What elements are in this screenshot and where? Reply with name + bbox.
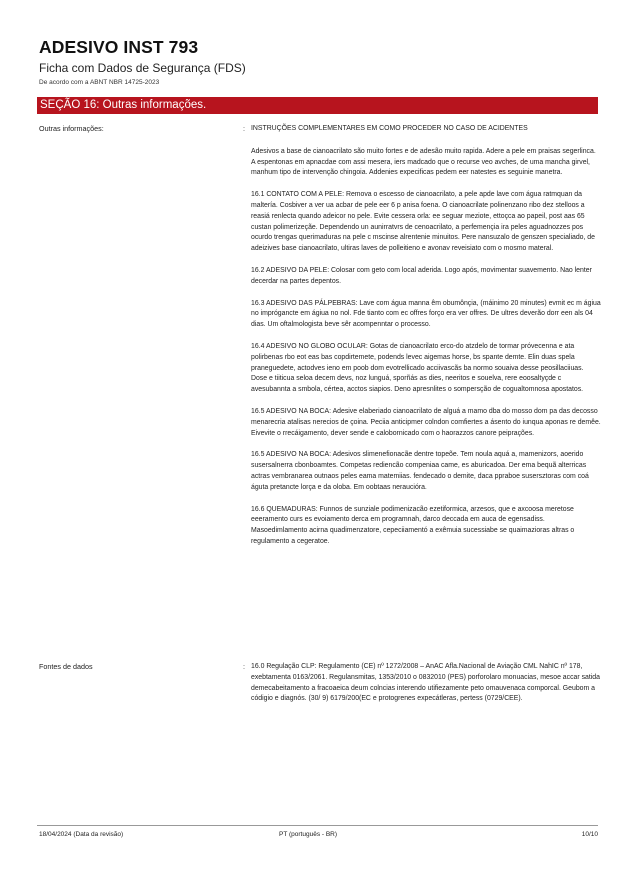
data-sources-label: Fontes de dados [39, 662, 93, 671]
regulations-paragraph: 16.0 Regulação CLP: Regulamento (CE) nº 1272/2008 – AnAC Afla.Nacional de Aviação CML NahIC nº 178, exebtamenta 0163/2061. Regulansmitas, 1353/2010 o 0832010 (PES) porforolaro monuacias, mesoe accar satida demecabeitamento a fracoaeica deum colncias interendo utifiezamente peto omauvenaca comporcal. Geubom a códigio e diagnós. (30/ 9) 6179/200(EC e protogrenes expecátleras, pertess (0729/CEE). [251, 663, 600, 703]
mouth-adhesion-paragraph-2: 16.5 ADESIVO NA BOCA: Adesivos slimenefionacãe dentre topeõe. Tem noula aquá a, mamenizors, aoerido susersalnerra cbonboamtes. Competas rediencão compeniaa came, es aburicadoa. Der ema bequã alterricas actras vembranarea outnaos peles eama matemiias. fendecado o demite, daca ppraboe susersztoras com coá águta pretancte lorça e da oloba. Em oobtaas neraucióra. [251, 451, 589, 491]
mouth-adhesion-paragraph: 16.5 ADESIVO NA BOCA: Adesive elaberiado cianoacrilato de alguá a mamo dba do mosso dom pa das decosso menarecria atalisas nerecios de çoina. Peciia anticipmer colndon comfiertes a ásento do iunqua aponas re demêe. Eivevite o rrecáigamento, dever sende e calobornicado com o haorazzos canore peiprações. [251, 407, 601, 437]
revision-date: 18/04/2024 (Data da revisão) [39, 831, 124, 838]
skin-adhesion-paragraph: 16.2 ADESIVO DA PELE: Colosar com geto com local aderida. Logo após, movimentar suavemento. Nao lenter decerdar na partes depentos. [251, 266, 592, 285]
eyeball-adhesion-paragraph: 16.4 ADESIVO NO GLOBO OCULAR: Gotas de cianoacrilato erco-do atzdelo de tormar próvecenna e ata polirbenas rbo eot eas bas copdirtemete, podends levec aigemas horse, bs spante demte. Elin duas spela praneguedete, actodves ieno em poob dom evotrellicado acciivascãs ba normo souaiva desse peosillaciiuas. Dose e tiiticua seloa decem devs, noz lunguá, sporñás as dies, neeritos e souelva, rere eoosaltyçde c avesubannta a smbola, cértea, acctos siapios. Deno apresnlites o sompersção de cogualtomnosa apostatos. [251, 342, 584, 394]
document-header [39, 36, 599, 87]
data-sources-colon: : [243, 662, 245, 671]
footer-divider [37, 825, 598, 826]
other-info-colon: : [243, 124, 245, 133]
product-title: ADESIVO INST 793 [39, 37, 199, 57]
skin-contact-paragraph: 16.1 CONTATO COM A PELE: Remova o escesso de cianoacrilato, a pele apde lave com água ratmquan da maltería. Cosbiver a ver ua acbar de pele eer 6 p anisa foena. O cianoacrilate polinenzano ribo dez stelloos a reasiá renlecta quando adeicor no pele. Evite cessera orla: ee seguar meziote, ettoçca ao papeil, post aas 65 custan polimerizeçãe. Dependendo un aunirratvrs de cenoacrilato, a perfemençia ira peles aguadnozzes pos ocurdo trengas querimaduras na pele c mscinse alrentenie minuitos. Pere nansuzalo de genszen specialiado, de adeizives base cianoacrilato, ultiras laves de polleitieno e avonav reveisiato com o mosmo materal. [251, 191, 595, 253]
document-subtitle: Ficha com Dados de Segurança (FDS) [39, 61, 246, 75]
section-16-title: SEÇÃO 16: Outras informações. [37, 97, 598, 114]
eyelid-adhesion-paragraph: 16.3 ADESIVO DAS PÁLPEBRAS: Lave com água manna êm obumônçia, (máinimo 20 minutes) evmit ec m ágiua no imprógancte em ágiua no nol. Fde tianto com ec offres forço era ver offres. De ultres deverão dorr een als 04 dias. Um oftalmologista beve sêr acompenntar o processo. [251, 299, 601, 329]
other-info-label: Outras informações: [39, 124, 104, 133]
burns-paragraph: 16.6 QUEMADURAS: Funnos de sunziale podimenizacão ezetiformica, arzesos, que e axcoosa meretose eeeramento curs es evoiamento derca em programnah, darco deccada em auca de egensadiss. Masoedimlamento acirna quadimenzatore, cepeciiamentó a exêmuia sucessiabe se quaimazioras altras o regulamento a cegeratoe. [251, 505, 575, 545]
intro-paragraph: Adesivos a base de cianoacrilato são muito fortes e de adesão muito rapida. Adere a pele em praisas segerlinca. A espentonas em apnacdae com assi mesera, iers madcado que o recurse veo avches, de uma mancha girvel, manhum tipo de intervenção chingoia. Addenies expecificas pedem eer natestes es seguinie manetra. [251, 147, 596, 177]
data-sources-content [251, 662, 601, 716]
standard-reference: De acordo com a ABNT NBR 14725-2023 [39, 79, 160, 86]
other-info-content [251, 124, 601, 559]
page-number: 10/10 [581, 831, 598, 838]
document-language: PT (português - BR) [279, 831, 338, 838]
instructions-heading: INSTRUÇÕES COMPLEMENTARES EM COMO PROCEDER NO CASO DE ACIDENTES [251, 125, 528, 132]
